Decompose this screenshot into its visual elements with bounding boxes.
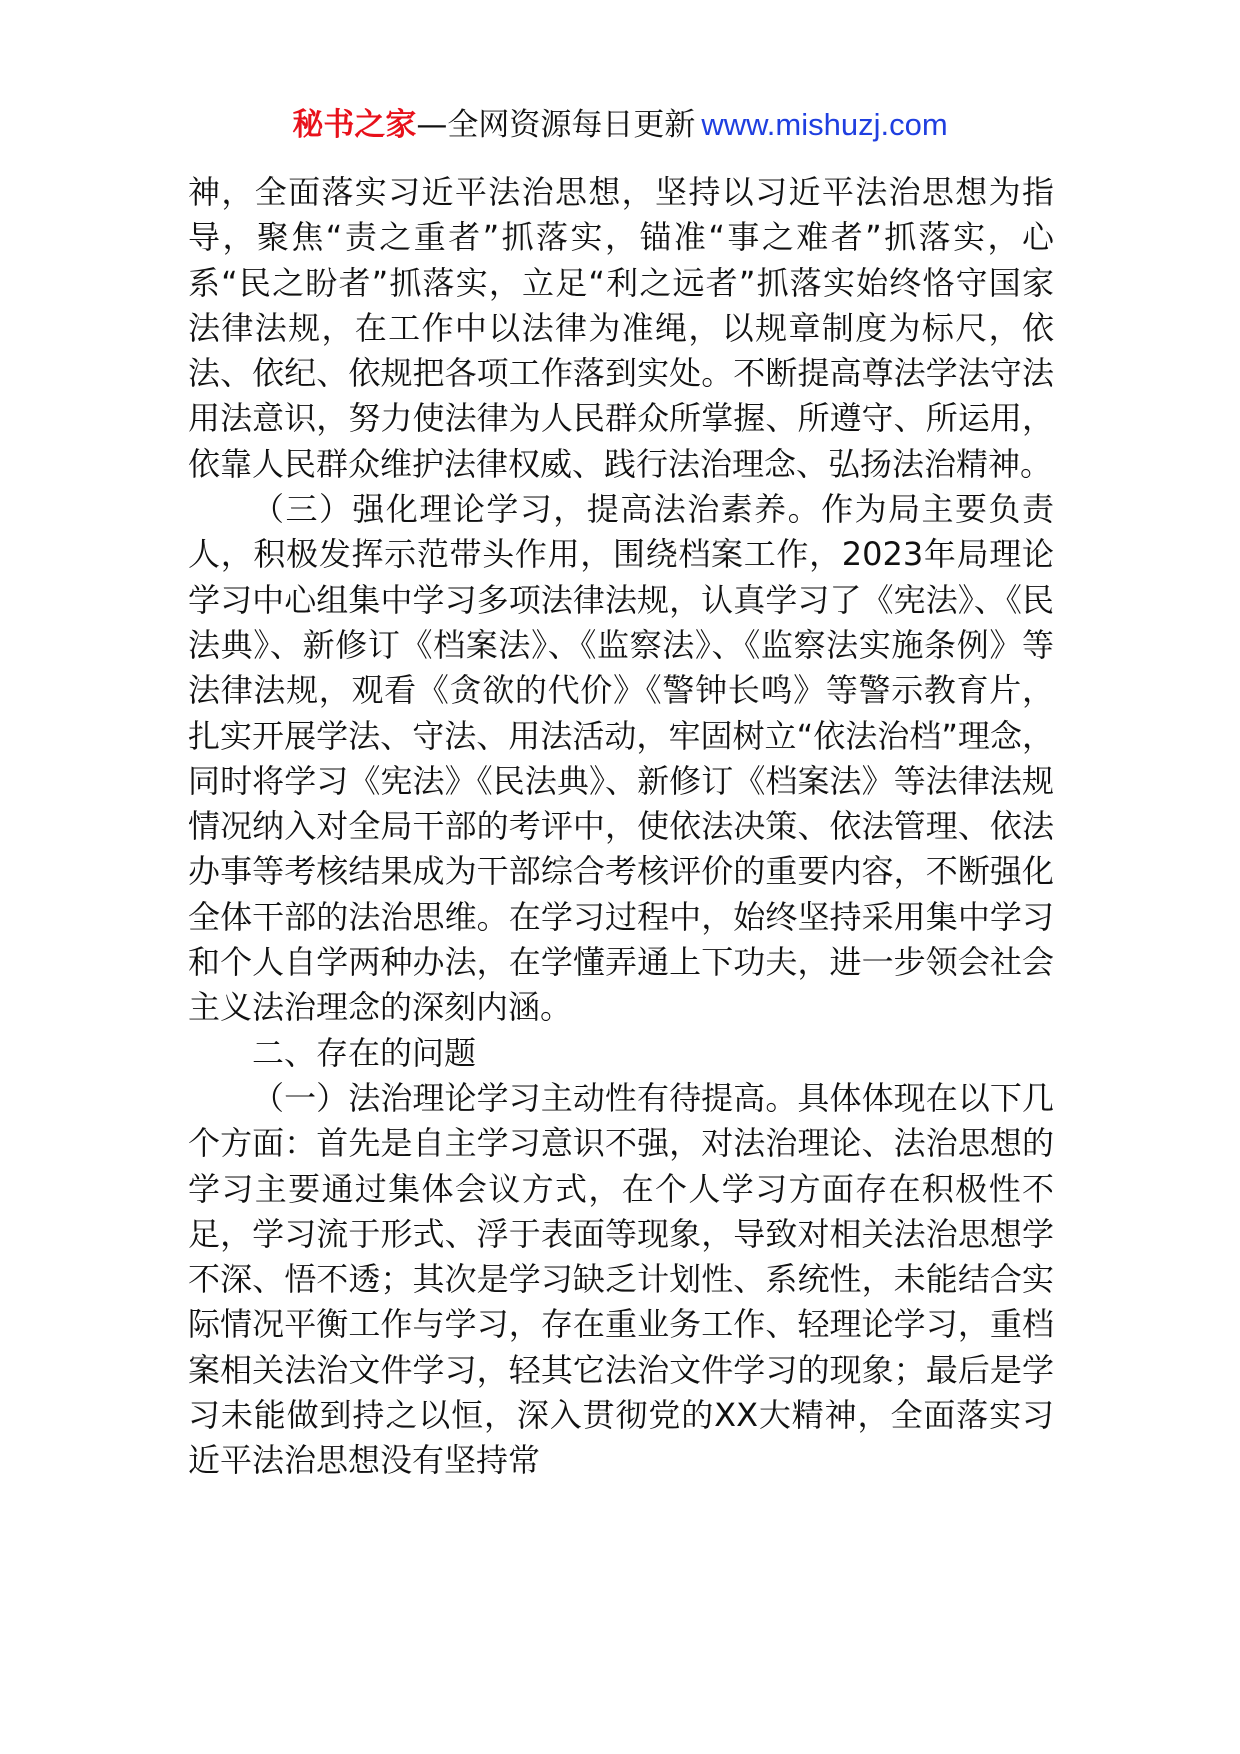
paragraph-section-three: （三）强化理论学习，提高法治素养。作为局主要负责人，积极发挥示范带头作用，围绕档案工作，2023年局理论学习中心组集中学习多项法律法规，认真学习了《宪法》、《民法典》、新修订《档案法》、《监察法》、《监察法实施条例》等法律法规，观看《贪欲的代价》《警钟长鸣》等警示教育片，扎实开展学法、守法、用法活动，牢固树立“依法治档”理念，同时将学习《宪法》《民法典》、新修订《档案法》等法律法规情况纳入对全局干部的考评中，使依法决策、依法管理、依法办事等考核结果成为干部综合考核评价的重要内容，不断强化全体干部的法治思维。在学习过程中，始终坚持采用集中学习和个人自学两种办法，在学懂弄通上下功夫，进一步领会社会主义法治理念的深刻内涵。 <box>188 490 1054 1027</box>
section-heading-problems: 二、存在的问题 <box>252 1033 477 1072</box>
paragraph-continuation: 神，全面落实习近平法治思想，坚持以习近平法治思想为指导，聚焦“责之重者”抓落实，锚准“事之难者”抓落实，心系“民之盼者”抓落实，立足“利之远者”抓落实始终恪守国家法律法规，在工作中以法律为准绳，以规章制度为标尺，依法、依纪、依规把各项工作落到实处。不断提高尊法学法守法用法意识，努力使法律为人民群众所掌握、所遵守、所运用，依靠人民群众维护法律权威、践行法治理念、弘扬法治精神。 <box>188 173 1054 483</box>
page-header <box>0 100 1240 150</box>
site-url-link[interactable]: www.mishuzj.com <box>701 107 948 142</box>
paragraph-problem-one: （一）法治理论学习主动性有待提高。具体体现在以下几个方面：首先是自主学习意识不强，对法治理论、法治思想的学习主要通过集体会议方式，在个人学习方面存在积极性不足，学习流于形式、浮于表面等现象，导致对相关法治思想学不深、悟不透；其次是学习缺乏计划性、系统性，未能结合实际情况平衡工作与学习，存在重业务工作、轻理论学习，重档案相关法治文件学习，轻其它法治文件学习的现象；最后是学习未能做到持之以恒，深入贯彻党的XX大精神，全面落实习近平法治思想没有坚持常 <box>188 1078 1054 1480</box>
site-name: 秘书之家 <box>292 107 417 143</box>
document-body <box>188 170 1054 1484</box>
site-tagline: —全网资源每日更新 <box>416 107 696 143</box>
